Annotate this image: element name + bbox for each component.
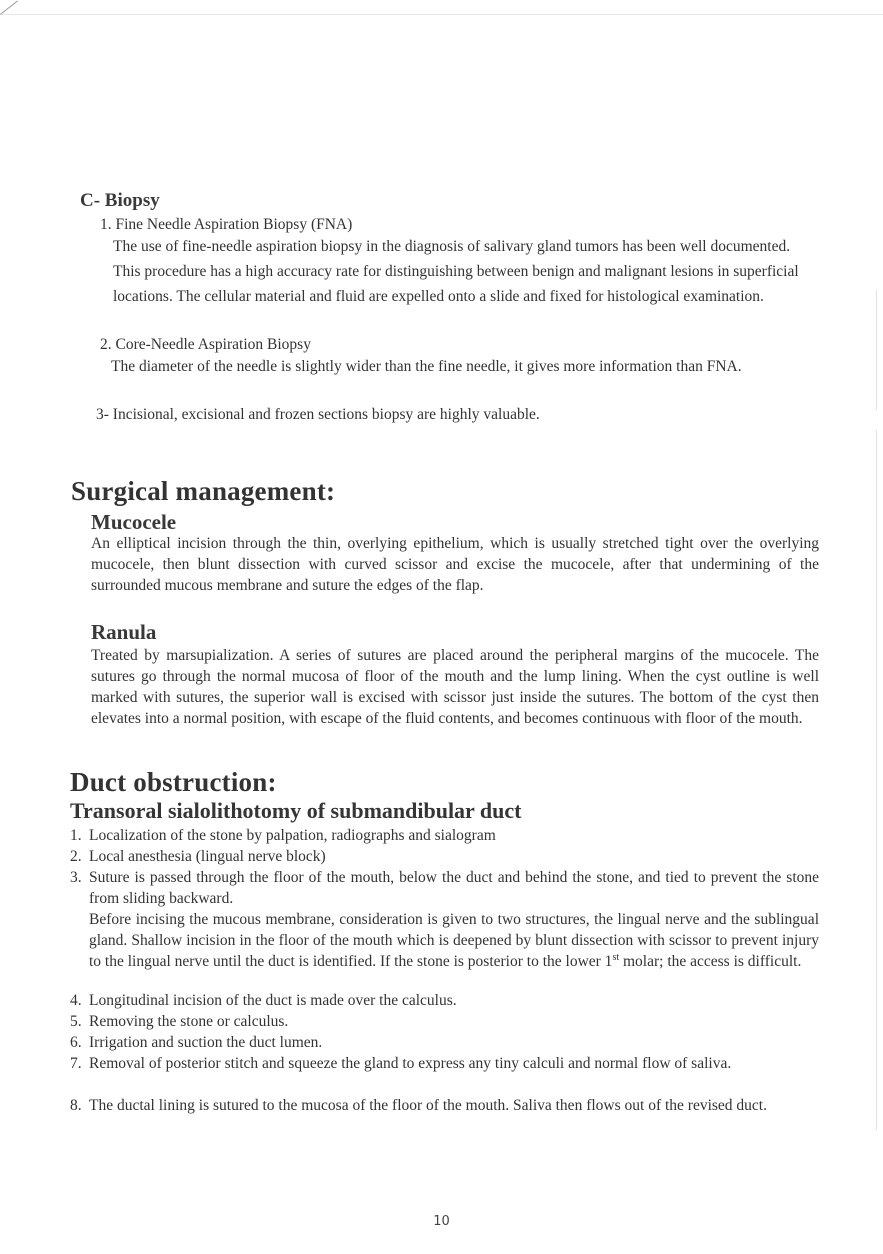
ranula-text: Treated by marsupialization. A series of sutures are placed around the peripheral margins of the mucocele. The sutures go through the normal mucosa of floor of the mouth and the lump lining. When the cyst outline is well marked with sutures, the superior wall is excised with scissor just inside the sutures. The bottom of the cyst then elevates into a normal position, with escape of the fluid contents, and becomes continuous with floor of the mouth. [91, 647, 819, 727]
step-text: Local anesthesia (lingual nerve block) [89, 848, 326, 865]
step-text: Longitudinal incision of the duct is made over the calculus. [89, 992, 457, 1009]
step-text: Removing the stone or calculus. [89, 1013, 289, 1030]
surgical-management-heading: Surgical management: [71, 476, 336, 506]
biopsy-item3-text: 3- Incisional, excisional and frozen sections biopsy are highly valuable. [96, 406, 540, 423]
scan-corner-mark [0, 0, 18, 14]
step-number: 3. [70, 869, 82, 886]
step-number: 2. [70, 848, 82, 865]
step-number: 7. [70, 1055, 82, 1072]
biopsy-item1-title: 1. Fine Needle Aspiration Biopsy (FNA) [100, 216, 353, 233]
step-number: 4. [70, 992, 82, 1009]
biopsy-item2-title: 2. Core-Needle Aspiration Biopsy [100, 336, 311, 353]
ranula-heading: Ranula [91, 620, 157, 644]
step-text: Suture is passed through the floor of the mouth, below the duct and behind the stone, and tied to prevent the stone from sliding backward. [89, 869, 819, 907]
step-number: 8. [70, 1097, 82, 1114]
mucocele-heading: Mucocele [91, 510, 177, 534]
step-number: 6. [70, 1034, 82, 1051]
biopsy-item1-text: The use of fine-needle aspiration biopsy in the diagnosis of salivary gland tumors has been well documented. This procedure has a high accuracy rate for distinguishing between benign and malignant lesions in superficial locations. The cellular material and fluid are expelled onto a slide and fixed for histological examination. [113, 238, 799, 305]
scan-border-line [0, 14, 883, 15]
biopsy-heading: C- Biopsy [80, 190, 160, 211]
scan-edge-mark [876, 290, 877, 410]
step-number: 5. [70, 1013, 82, 1030]
scan-edge-mark [876, 430, 877, 1130]
step-3-note: Before incising the mucous membrane, consideration is given to two structures, the lingual nerve and the sublingual gland. Shallow incision in the floor of the mouth which is deepened by blunt dissection with scissor to prevent injury to the lingual nerve until the duct is identified. If the stone is posterior to the lower 1st molar; the access is difficult. [89, 911, 819, 970]
sialolithotomy-heading: Transoral sialolithotomy of submandibular duct [70, 798, 522, 823]
step-text: Irrigation and suction the duct lumen. [89, 1034, 323, 1051]
step-text: The ductal lining is sutured to the mucosa of the floor of the mouth. Saliva then flows out of the revised duct. [89, 1097, 767, 1114]
step-number: 1. [70, 827, 82, 844]
page-number: 10 [433, 1214, 450, 1229]
step-text: Localization of the stone by palpation, radiographs and sialogram [89, 827, 496, 844]
mucocele-text: An elliptical incision through the thin, overlying epithelium, which is usually stretched tight over the overlying mucocele, then blunt dissection with curved scissor and excise the mucocele, after that undermining of the surrounded mucous membrane and suture the edges of the flap. [91, 535, 819, 594]
duct-obstruction-heading: Duct obstruction: [70, 767, 277, 797]
biopsy-item2-text: The diameter of the needle is slightly wider than the fine needle, it gives more information than FNA. [111, 358, 742, 375]
step-text: Removal of posterior stitch and squeeze the gland to express any tiny calculi and normal flow of saliva. [89, 1055, 732, 1072]
